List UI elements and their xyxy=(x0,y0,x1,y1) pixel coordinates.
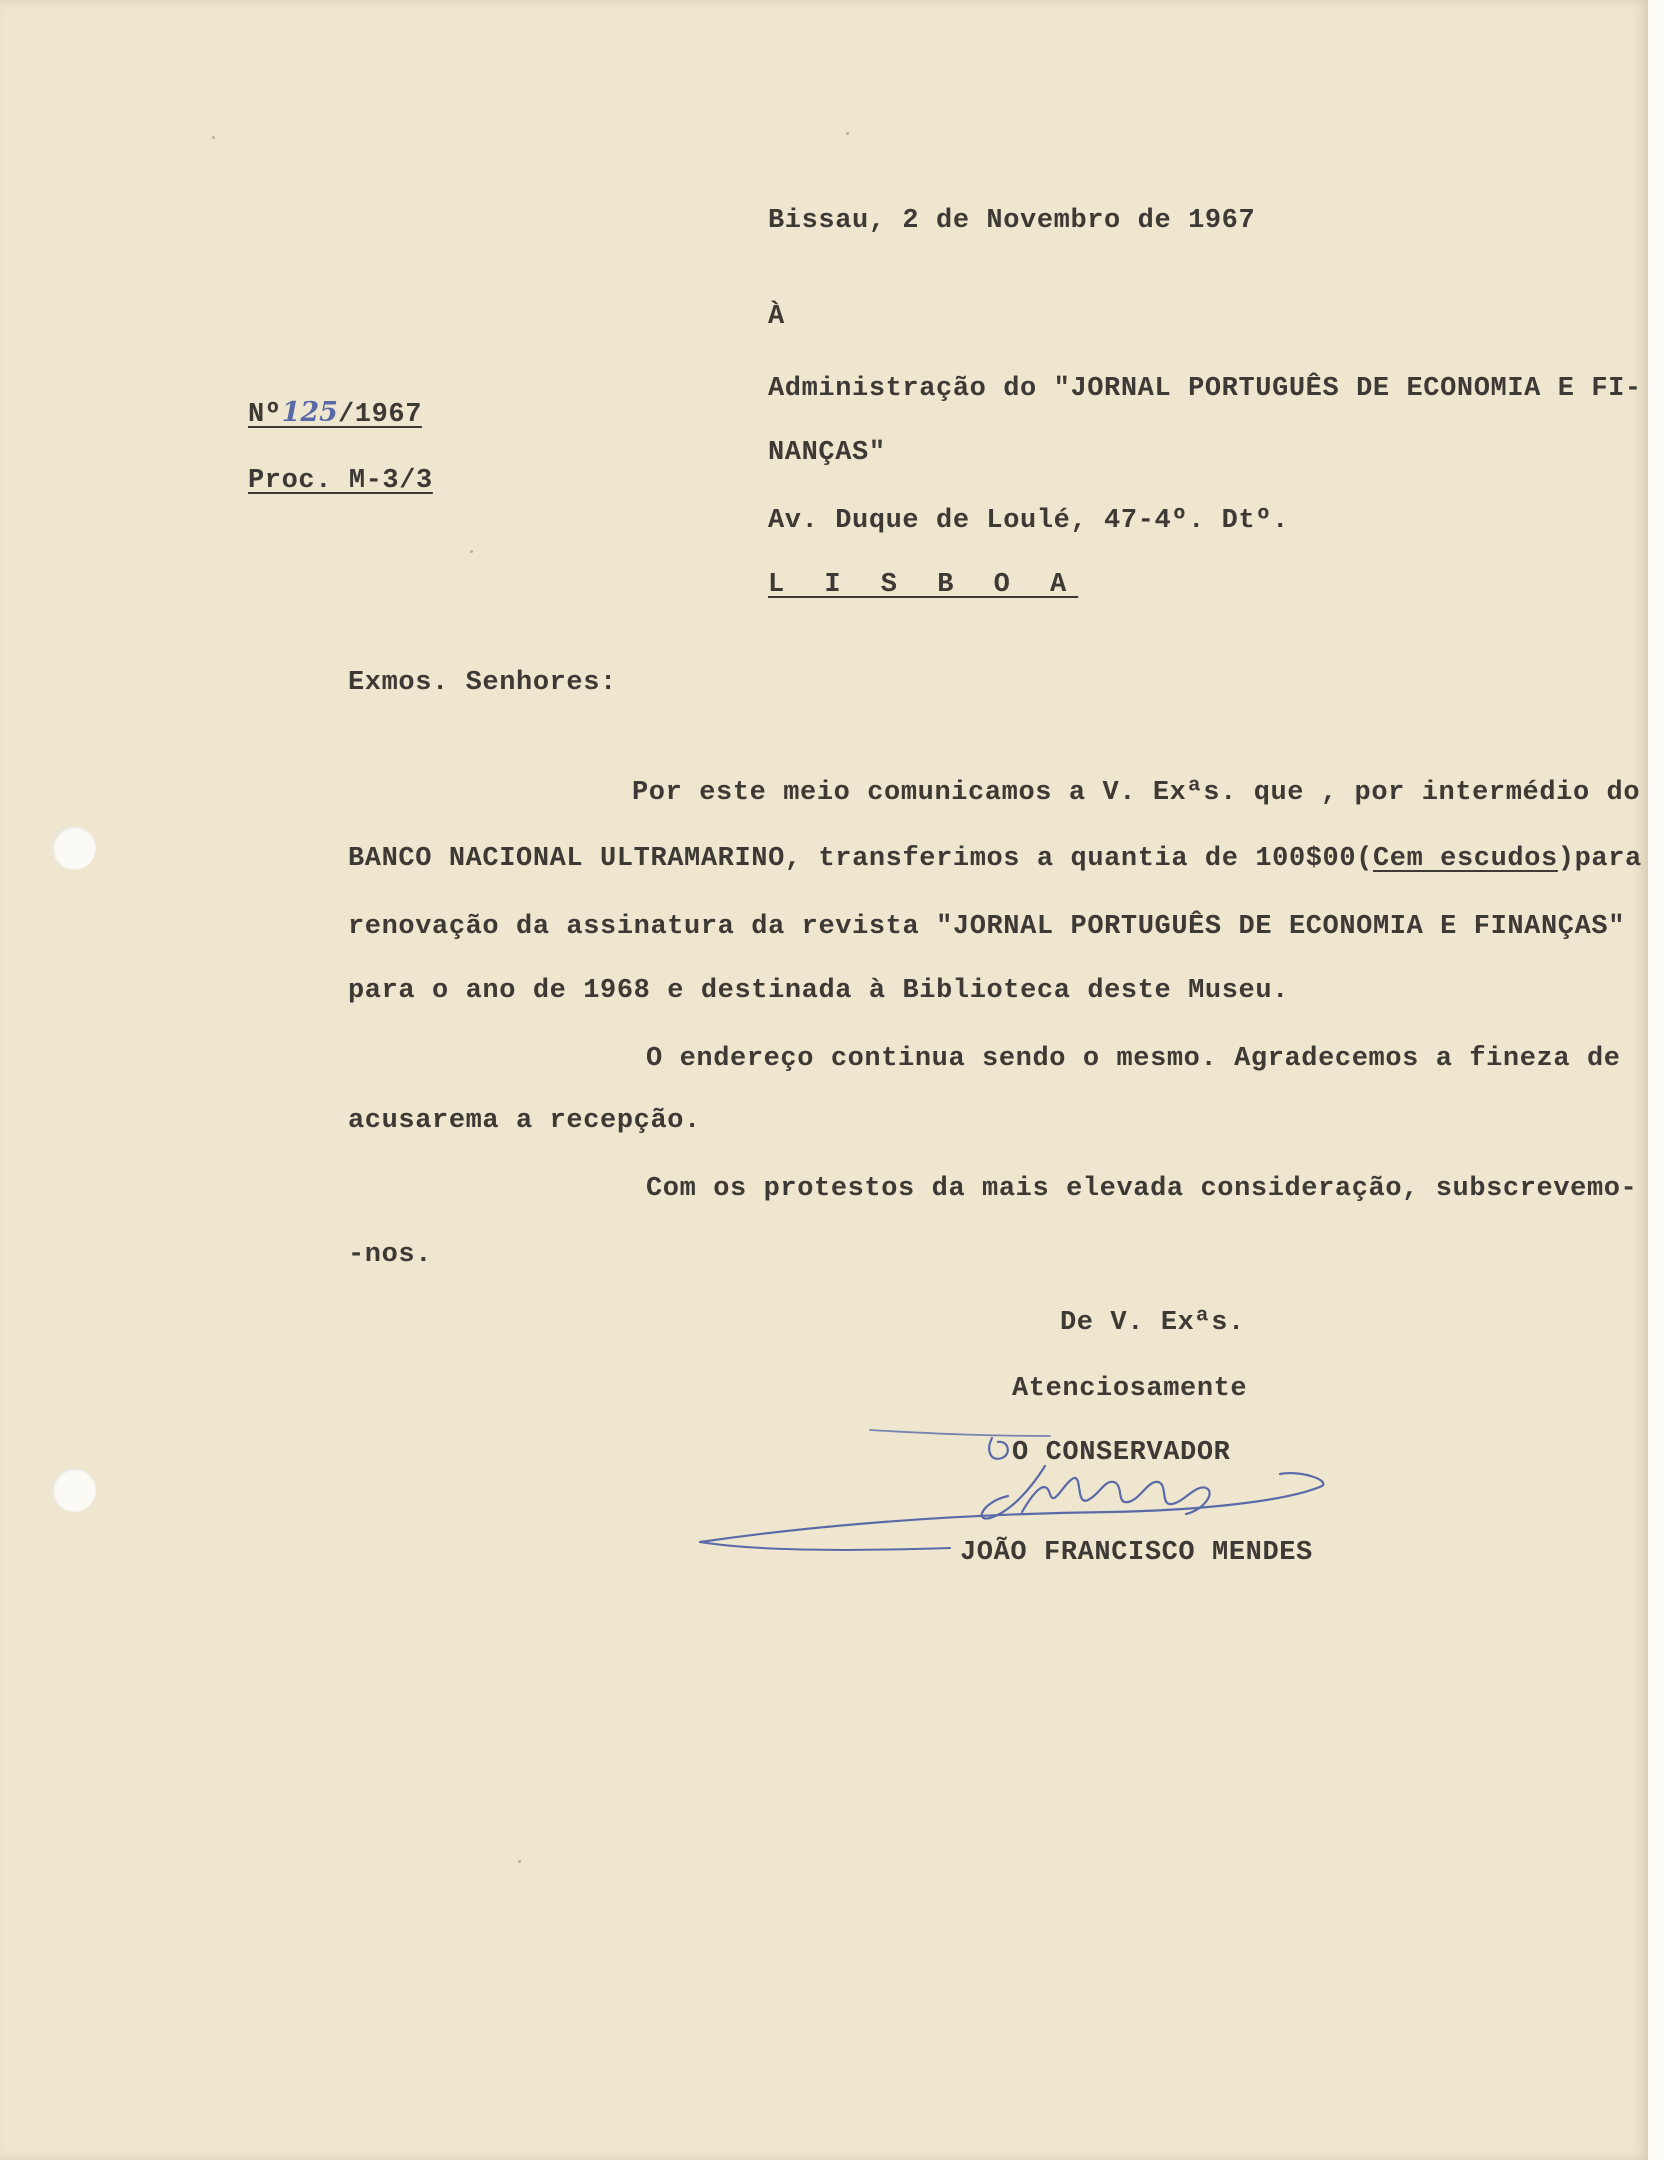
process-reference: Proc. M-3/3 xyxy=(248,466,433,496)
closing-line-1: De V. Exªs. xyxy=(1060,1308,1245,1338)
reference-number-handwritten: 125 xyxy=(281,397,338,428)
paper-speck xyxy=(846,132,849,135)
paragraph-3-line-1: Com os protestos da mais elevada consideração, subscrevemo- xyxy=(646,1174,1638,1204)
reference-number-year: /1967 xyxy=(337,400,422,430)
closing-line-2: Atenciosamente xyxy=(1012,1374,1248,1404)
reference-number-prefix: Nº xyxy=(248,400,282,430)
paper-speck xyxy=(518,1860,521,1863)
amount-in-words: Cem escudos xyxy=(1372,844,1558,874)
paper-speck xyxy=(212,136,215,139)
scan-background-edge xyxy=(1648,0,1664,2160)
signatory-name: JOÃO FRANCISCO MENDES xyxy=(960,1538,1313,1568)
paragraph-1-line-4: para o ano de 1968 e destinada à Biblioteca deste Museu. xyxy=(348,976,1289,1006)
paragraph-1-line-2-end: )para xyxy=(1557,844,1642,874)
reference-number xyxy=(248,396,422,432)
paragraph-1-line-1: Por este meio comunicamos a V. Exªs. que , por intermédio do xyxy=(632,778,1641,808)
paragraph-2-line-2: acusarema a recepção. xyxy=(348,1106,701,1136)
punch-hole-bottom xyxy=(52,1468,96,1512)
paragraph-1-line-2-start: BANCO NACIONAL ULTRAMARINO, transferimos a quantia de 100$00( xyxy=(348,844,1373,874)
paragraph-2-line-1: O endereço continua sendo o mesmo. Agradecemos a fineza de xyxy=(646,1044,1621,1074)
addressee-street: Av. Duque de Loulé, 47-4º. Dtº. xyxy=(768,506,1289,536)
paragraph-1-line-2 xyxy=(348,842,1642,876)
addressee-city: L I S B O A xyxy=(768,570,1079,600)
date-line: Bissau, 2 de Novembro de 1967 xyxy=(768,206,1256,236)
addressee-line-1: Administração do "JORNAL PORTUGUÊS DE ECONOMIA E FI- xyxy=(768,374,1642,404)
addressee-line-2: NANÇAS" xyxy=(768,438,886,468)
paragraph-3-line-2: -nos. xyxy=(348,1240,433,1270)
paragraph-1-line-3: renovação da assinatura da revista "JORNAL PORTUGUÊS DE ECONOMIA E FINANÇAS" xyxy=(348,912,1625,942)
addressee-prefix: À xyxy=(768,302,785,332)
punch-hole-top xyxy=(52,826,96,870)
greeting: Exmos. Senhores: xyxy=(348,668,617,698)
paper-speck xyxy=(470,550,473,553)
signatory-title: O CONSERVADOR xyxy=(1012,1438,1231,1468)
